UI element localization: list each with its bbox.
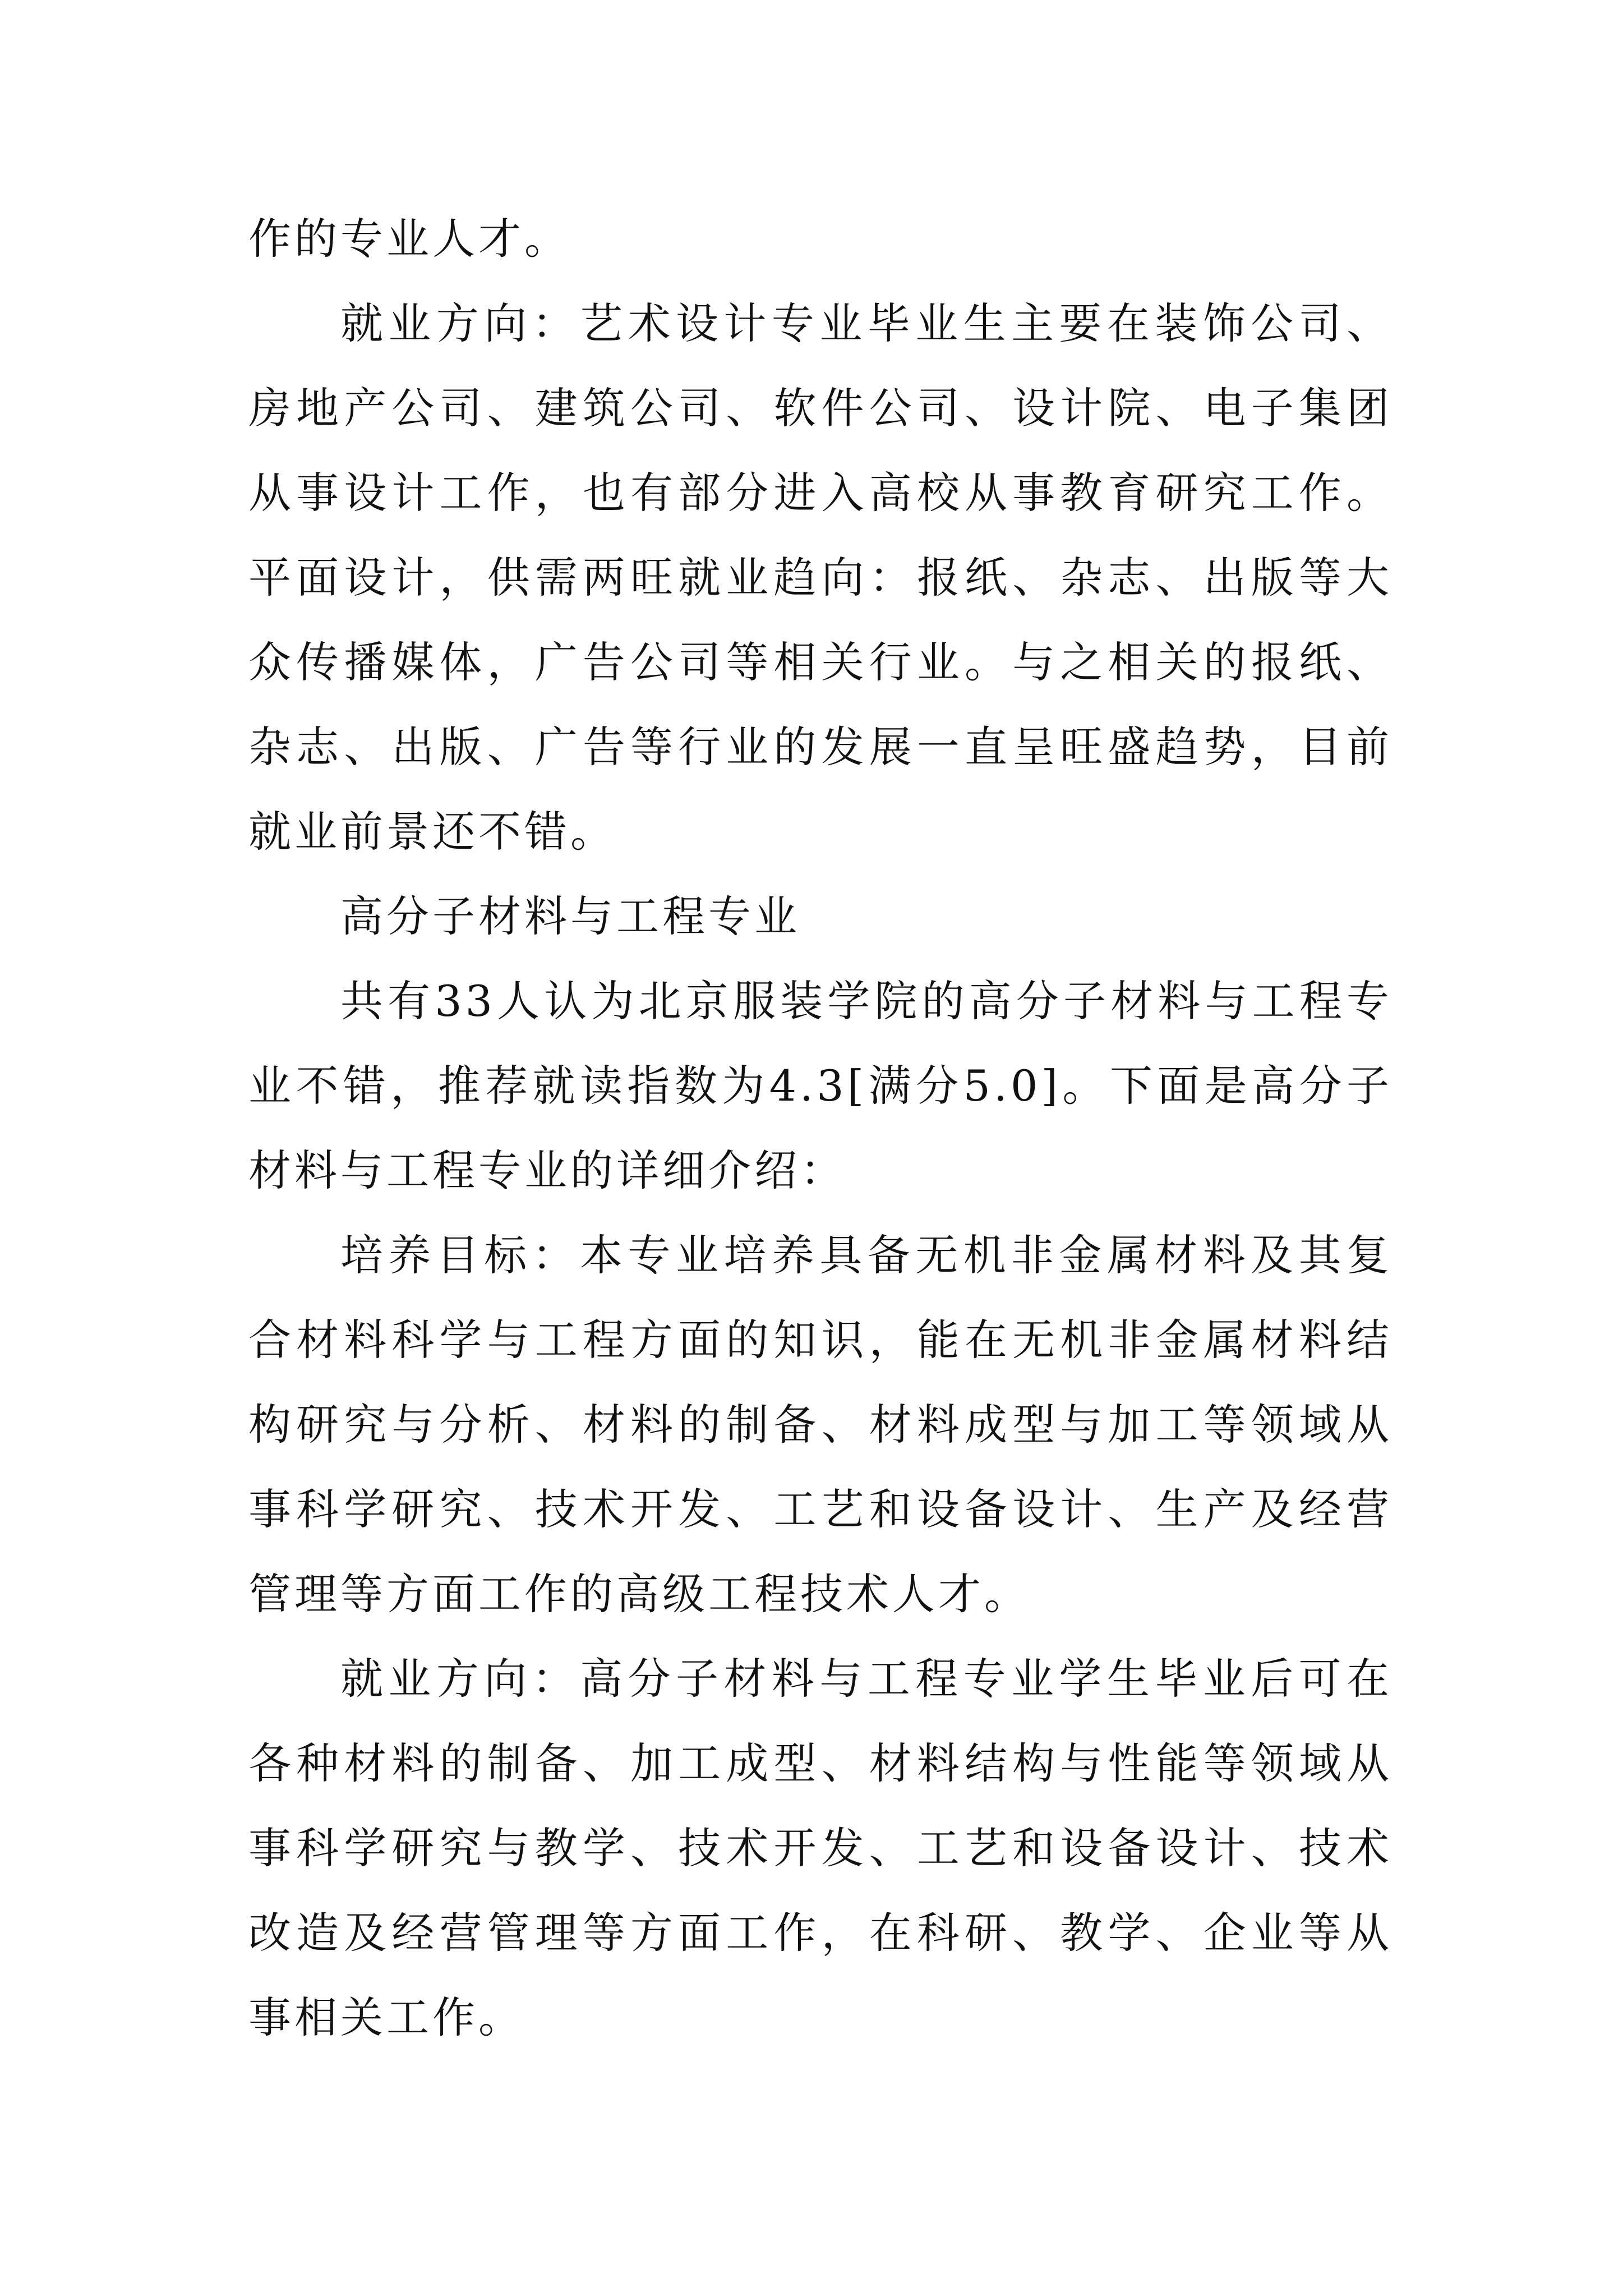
paragraph-continuation: 作的专业人才。	[248, 214, 570, 264]
document-body	[248, 196, 1393, 2060]
paragraph-polymer-employment: 就业方向：高分子材料与工程专业学生毕业后可在各种材料的制备、加工成型、材料结构与性能等领域从事科学研究与教学、技术开发、工艺和设备设计、技术改造及经营管理等方面工作，在科研、教学、企业等从事相关工作。	[248, 1654, 1393, 2042]
paragraph-polymer-training-goal: 培养目标：本专业培养具备无机非金属材料及其复合材料科学与工程方面的知识，能在无机非金属材料结构研究与分析、材料的制备、材料成型与加工等领域从事科学研究、技术开发、工艺和设备设计、生产及经营管理等方面工作的高级工程技术人才。	[248, 1230, 1393, 1619]
paragraph-polymer-recommendation: 共有33人认为北京服装学院的高分子材料与工程专业不错，推荐就读指数为4.3[满分5.0]。下面是高分子材料与工程专业的详细介绍：	[248, 976, 1393, 1195]
section-heading-polymer-materials: 高分子材料与工程专业	[340, 891, 800, 941]
paragraph-art-design-employment: 就业方向：艺术设计专业毕业生主要在装饰公司、房地产公司、建筑公司、软件公司、设计院、电子集团从事设计工作，也有部分进入高校从事教育研究工作。平面设计，供需两旺就业趋向：报纸、杂志、出版等大众传播媒体，广告公司等相关行业。与之相关的报纸、杂志、出版、广告等行业的发展一直呈旺盛趋势，目前就业前景还不错。	[248, 298, 1393, 857]
